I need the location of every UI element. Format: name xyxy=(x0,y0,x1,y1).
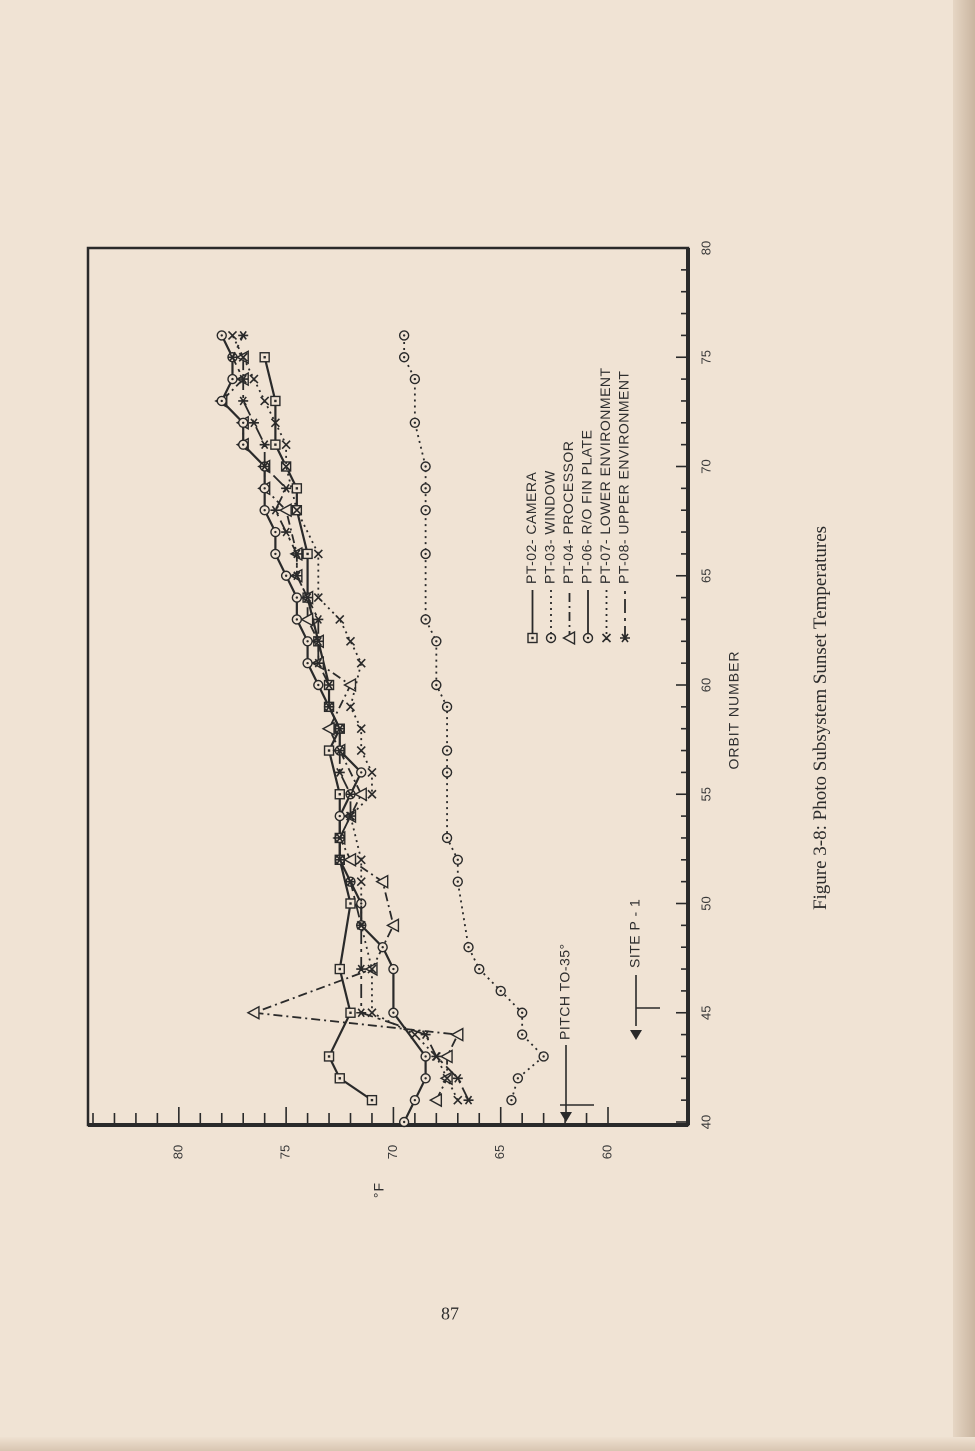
triangle-marker xyxy=(248,1007,259,1019)
temperature-tick-label: 70 xyxy=(384,1144,400,1160)
orbit-tick-label: 50 xyxy=(698,896,714,911)
x-marker xyxy=(347,637,355,645)
legend-item xyxy=(560,441,576,644)
x-marker xyxy=(261,397,269,405)
square-marker-dot xyxy=(349,1012,351,1014)
x-marker xyxy=(357,747,365,755)
circle-marker-dot xyxy=(231,378,233,380)
circle-marker-dot xyxy=(392,968,394,970)
figure-caption: Figure 3-8: Photo Subsystem Sunset Temperatures xyxy=(810,525,831,911)
square-marker-dot xyxy=(371,1099,373,1101)
circle-marker-dot xyxy=(306,662,308,664)
circle-marker-dot xyxy=(446,749,448,751)
asterisk-marker xyxy=(270,506,280,514)
circle-marker-dot xyxy=(274,553,276,555)
pitch-arrow-head xyxy=(560,1112,572,1122)
orbit-tick-label: 75 xyxy=(698,350,714,365)
square-marker-dot xyxy=(296,487,298,489)
circle-marker-dot xyxy=(517,1077,519,1079)
site-annotation: SITE P - 1 xyxy=(626,898,643,968)
circle-marker-dot xyxy=(500,990,502,992)
asterisk-marker xyxy=(249,419,259,427)
series-layer xyxy=(216,331,548,1127)
series-line xyxy=(404,335,543,1100)
x-marker xyxy=(603,634,611,642)
temperature-tick-label: 75 xyxy=(277,1144,293,1160)
circle-marker-dot xyxy=(285,575,287,577)
circle-marker-dot xyxy=(317,684,319,686)
legend-item xyxy=(579,430,595,643)
circle-marker-dot xyxy=(360,771,362,773)
circle-marker-dot xyxy=(403,1121,405,1123)
square-marker-dot xyxy=(349,902,351,904)
circle-marker-dot xyxy=(435,640,437,642)
x-marker xyxy=(357,856,365,864)
legend-label: PT-08- UPPER ENVIRONMENT xyxy=(615,370,632,584)
series-line xyxy=(232,335,457,1100)
square-marker-dot xyxy=(531,637,533,639)
orbit-tick-label: 80 xyxy=(698,240,714,256)
legend-label: PT-03- WINDOW xyxy=(541,470,558,584)
circle-marker-dot xyxy=(446,706,448,708)
series-line xyxy=(232,335,468,1100)
circle-marker-dot xyxy=(242,443,244,445)
circle-marker-dot xyxy=(542,1055,544,1057)
circle-marker-dot xyxy=(521,1033,523,1035)
triangle-marker xyxy=(355,788,366,800)
asterisk-marker xyxy=(356,1009,366,1017)
triangle-marker xyxy=(345,854,356,866)
circle-marker-dot xyxy=(339,815,341,817)
circle-marker-dot xyxy=(414,378,416,380)
temperature-tick-label: 80 xyxy=(170,1144,186,1160)
square-marker-dot xyxy=(339,1077,341,1079)
circle-marker-dot xyxy=(221,400,223,402)
circle-marker-dot xyxy=(221,334,223,336)
pitch-annotation: PITCH TO-35° xyxy=(556,943,573,1040)
circle-marker-dot xyxy=(424,1055,426,1057)
orbit-tick-label: 55 xyxy=(698,787,714,802)
annotations xyxy=(557,899,660,1122)
circle-marker-dot xyxy=(587,637,589,639)
circle-marker-dot xyxy=(478,968,480,970)
x-marker xyxy=(454,1096,462,1104)
legend-item xyxy=(542,470,558,643)
asterisk-marker xyxy=(260,441,270,449)
square-marker-dot xyxy=(339,968,341,970)
temperature-tick-label: 60 xyxy=(599,1144,615,1160)
x-marker xyxy=(314,550,322,558)
circle-marker-dot xyxy=(263,487,265,489)
legend-item xyxy=(597,367,613,642)
orbit-tick-label: 60 xyxy=(698,677,714,693)
circle-marker-dot xyxy=(360,902,362,904)
circle-marker-dot xyxy=(403,334,405,336)
x-marker xyxy=(336,615,344,623)
circle-marker-dot xyxy=(274,531,276,533)
circle-marker-dot xyxy=(424,509,426,511)
x-marker xyxy=(368,768,376,776)
circle-marker-dot xyxy=(424,1077,426,1079)
circle-marker-dot xyxy=(306,640,308,642)
axes-layer xyxy=(88,241,742,1198)
square-marker-dot xyxy=(328,749,330,751)
site-arrow-head xyxy=(630,1030,642,1040)
circle-marker-dot xyxy=(263,509,265,511)
x-marker xyxy=(228,331,236,339)
circle-marker-dot xyxy=(414,422,416,424)
circle-marker-dot xyxy=(457,880,459,882)
triangle-marker xyxy=(323,723,334,735)
legend-item xyxy=(523,472,539,643)
square-marker-dot xyxy=(328,1055,330,1057)
x-marker xyxy=(250,375,258,383)
triangle-marker xyxy=(345,679,356,691)
circle-marker-dot xyxy=(435,684,437,686)
x-marker xyxy=(347,703,355,711)
legend-label: PT-02- CAMERA xyxy=(523,471,540,584)
square-marker-dot xyxy=(339,793,341,795)
legend-label: PT-04- PROCESSOR xyxy=(560,440,577,584)
x-marker xyxy=(357,725,365,733)
legend xyxy=(523,367,632,644)
circle-marker-dot xyxy=(403,356,405,358)
triangle-marker xyxy=(377,876,388,888)
circle-marker-dot xyxy=(414,1099,416,1101)
circle-marker-dot xyxy=(424,465,426,467)
circle-marker-dot xyxy=(424,553,426,555)
circle-marker-dot xyxy=(381,946,383,948)
asterisk-marker xyxy=(281,528,291,536)
asterisk-marker xyxy=(464,1096,474,1104)
legend-label: PT-06- R/O FIN PLATE xyxy=(578,429,595,584)
orbit-tick-label: 45 xyxy=(698,1005,714,1020)
temperature-axis-title: °F xyxy=(370,1181,387,1199)
circle-marker-dot xyxy=(446,771,448,773)
circle-marker-dot xyxy=(457,859,459,861)
circle-marker-dot xyxy=(424,487,426,489)
asterisk-marker xyxy=(238,331,248,339)
circle-marker-dot xyxy=(424,618,426,620)
page-number: 87 xyxy=(441,1303,459,1324)
circle-marker-dot xyxy=(550,637,552,639)
square-marker-dot xyxy=(274,400,276,402)
temperature-tick-label: 65 xyxy=(492,1144,508,1160)
orbit-tick-label: 40 xyxy=(698,1114,714,1130)
legend-label: PT-07- LOWER ENVIRONMENT xyxy=(597,367,614,584)
circle-marker-dot xyxy=(392,1012,394,1014)
orbit-tick-label: 65 xyxy=(698,568,714,583)
series-1 xyxy=(400,331,548,1105)
circle-marker-dot xyxy=(296,618,298,620)
triangle-marker xyxy=(452,1029,463,1041)
asterisk-marker xyxy=(238,397,248,405)
series-5 xyxy=(227,331,473,1104)
circle-marker-dot xyxy=(296,596,298,598)
square-marker-dot xyxy=(274,443,276,445)
triangle-marker xyxy=(387,919,398,931)
orbit-tick-label: 70 xyxy=(698,459,714,474)
circle-marker-dot xyxy=(521,1012,523,1014)
x-marker xyxy=(282,441,290,449)
square-marker-dot xyxy=(306,553,308,555)
legend-item xyxy=(616,371,632,642)
x-marker xyxy=(357,878,365,886)
circle-marker-dot xyxy=(242,422,244,424)
triangle-marker xyxy=(430,1094,441,1106)
series-0 xyxy=(260,353,376,1105)
circle-marker-dot xyxy=(510,1099,512,1101)
circle-marker-dot xyxy=(446,837,448,839)
orbit-axis-title: ORBIT NUMBER xyxy=(725,650,742,770)
circle-marker-dot xyxy=(467,946,469,948)
square-marker-dot xyxy=(263,356,265,358)
